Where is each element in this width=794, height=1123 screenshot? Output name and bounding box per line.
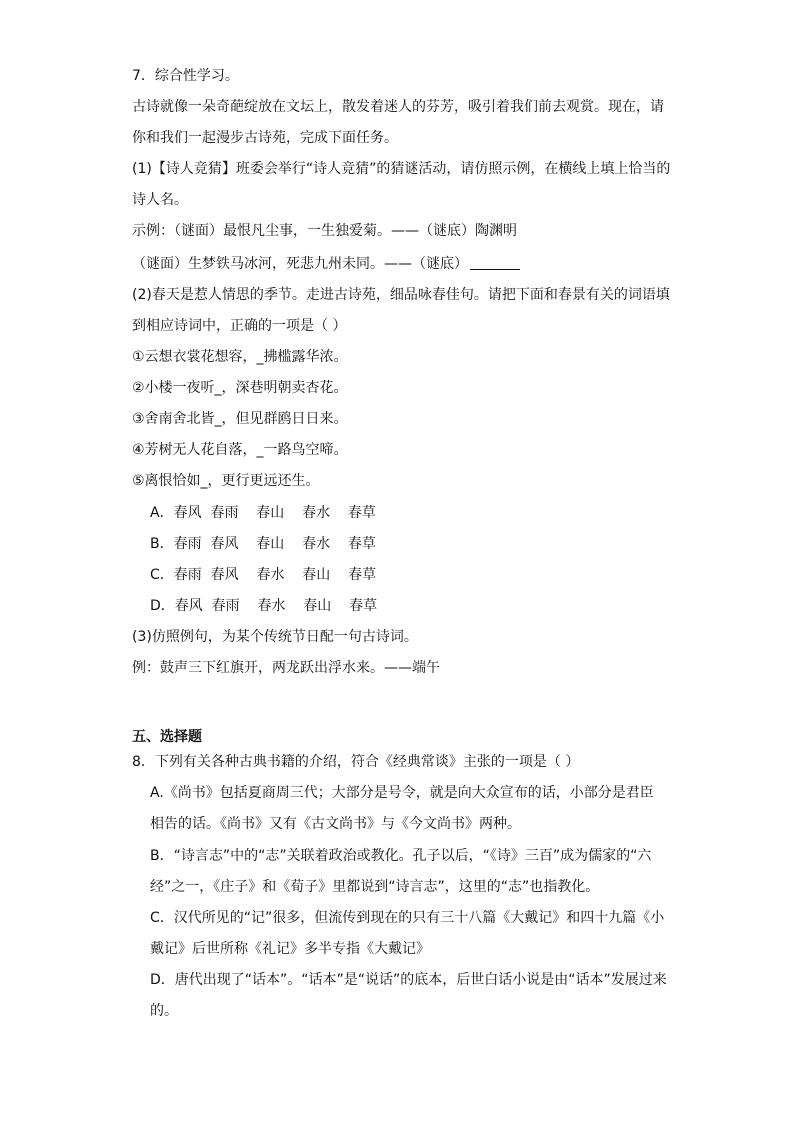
q7-part3-example: 例：鼓声三下红旗开，两龙跃出浮水来。——端午	[132, 660, 440, 676]
q7-example: 示例：（谜面）最恨凡尘事，一生独爱菊。——（谜底）陶渊明	[132, 223, 517, 239]
verse-2: ②小楼一夜听_，深巷明朝卖杏花。	[132, 380, 348, 396]
question-7-title: 7．综合性学习。	[132, 68, 239, 84]
option-c: C．春雨 春风 春水 春山 春草	[150, 567, 377, 583]
q8-option-b-line-2: 经”之一，《庄子》和《荀子》里都说到“诗言志”，这里的“志”也指教化。	[150, 879, 600, 895]
riddle-text: （谜面）生梦铁马冰河，死悲九州未同。——（谜底）	[132, 256, 468, 272]
q7-part2-line-2: 到相应诗词中，正确的一项是（ ）	[132, 318, 347, 334]
q8-option-b-line-1: B．“诗言志”中的“志”关联着政治或教化。孔子以后，“《诗》三百”成为儒家的“六	[150, 848, 652, 864]
q8-option-d-line-2: 的。	[150, 1003, 178, 1019]
verse-1: ①云想衣裳花想容，_拂槛露华浓。	[132, 349, 348, 365]
q7-intro-line-1: 古诗就像一朵奇葩绽放在文坛上，散发着迷人的芬芳，吸引着我们前去观赏。现在，请	[132, 99, 664, 115]
q7-part1-line-1: (1)【诗人竞猜】班委会举行“诗人竞猜”的猜谜活动，请仿照示例，在横线上填上恰当的	[132, 161, 671, 177]
q8-option-a-line-2: 相告的话。《尚书》又有《古文尚书》与《今文尚书》两种。	[150, 816, 521, 832]
verse-4: ④芳树无人花自落，_一路鸟空啼。	[132, 442, 348, 458]
q8-option-c-line-1: C．汉代所见的“记”很多，但流传到现在的只有三十八篇《大戴记》和四十九篇《小	[150, 910, 665, 926]
option-b: B．春雨 春风 春山 春水 春草	[150, 536, 376, 552]
option-d: D．春风 春雨 春水 春山 春草	[150, 598, 378, 614]
q7-intro-line-2: 你和我们一起漫步古诗苑，完成下面任务。	[132, 130, 398, 146]
q7-part1-line-2: 诗人名。	[132, 192, 188, 208]
verse-5: ⑤离恨恰如_，更行更远还生。	[132, 473, 320, 489]
section-5-heading: 五、选择题	[132, 729, 202, 745]
question-8: 8．下列有关各种古典书籍的介绍，符合《经典常谈》主张的一项是（ ）	[132, 754, 580, 770]
q7-part2-line-1: (2)春天是惹人情思的季节。走进古诗苑，细品咏春佳句。请把下面和春景有关的词语填	[132, 287, 670, 303]
verse-3: ③舍南舍北皆_，但见群鸥日日来。	[132, 411, 348, 427]
q8-option-c-line-2: 戴记》后世所称《礼记》多半专指《大戴记》	[150, 941, 430, 957]
q7-part3: (3)仿照例句，为某个传统节日配一句古诗词。	[132, 629, 418, 645]
q8-option-d-line-1: D．唐代出现了“话本”。“话本”是“说话”的底本，后世白话小说是由“话本”发展过来	[150, 972, 667, 988]
answer-blank[interactable]	[470, 255, 520, 270]
q8-option-a-line-1: A.《尚书》包括夏商周三代；大部分是号令，就是向大众宣布的话，小部分是君臣	[150, 785, 654, 801]
q7-riddle	[132, 254, 520, 274]
option-a: A．春风 春雨 春山 春水 春草	[150, 505, 376, 521]
